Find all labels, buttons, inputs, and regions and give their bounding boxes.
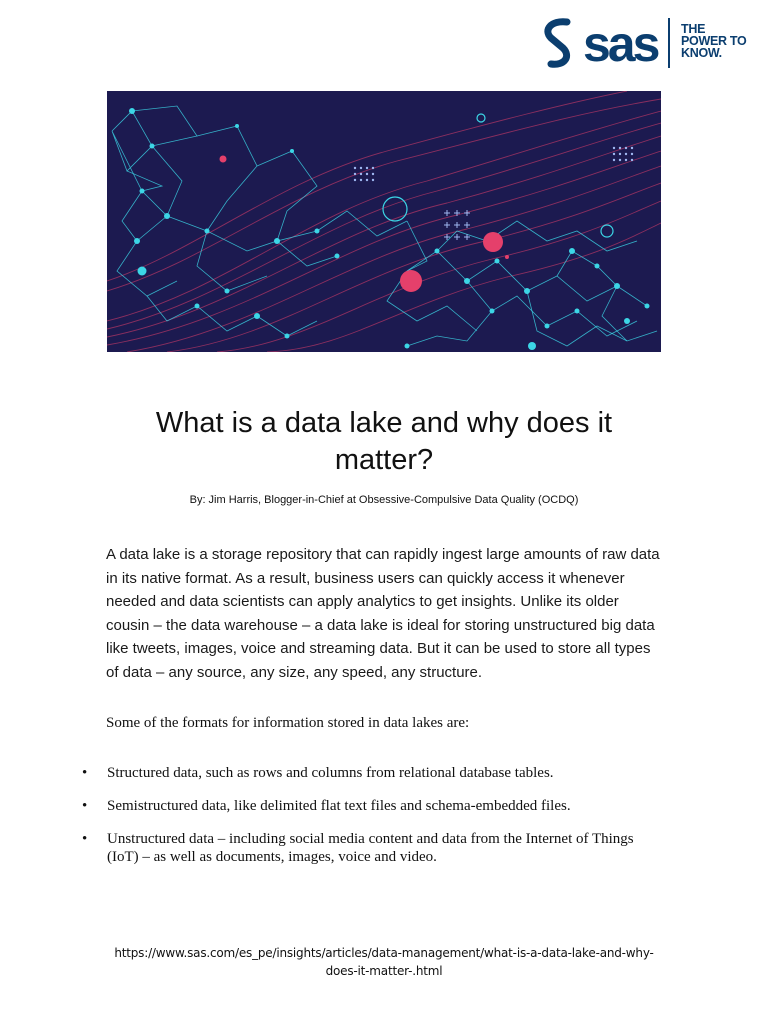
list-item [82, 830, 662, 866]
sas-swirl-icon [539, 18, 579, 68]
list-item-text: Structured data, such as rows and columns from relational database tables. [107, 765, 554, 781]
formats-intro: Some of the formats for information stored in data lakes are: [106, 715, 470, 731]
hero-image [107, 91, 661, 352]
logo-wordmark: sas [583, 16, 658, 72]
article-byline: By: Jim Harris, Blogger-in-Chief at Obsessive-Compulsive Data Quality (OCDQ) [189, 494, 579, 506]
sas-logo [533, 12, 755, 76]
source-link[interactable]: https://www.sas.com/es_pe/insights/articles/data-management/what-is-a-data-lake-and-why-does-it-matter-.html [114, 946, 654, 978]
bullet-icon: • [82, 798, 88, 814]
list-item-text: Unstructured data – including social media content and data from the Internet of Things (IoT) – as well as documents, images, voice and video. [107, 831, 634, 865]
article-title: What is a data lake and why does it matter? [155, 407, 613, 476]
list-item [82, 797, 662, 815]
logo-divider [668, 18, 670, 68]
formats-list [82, 764, 662, 881]
bullet-icon: • [82, 831, 88, 847]
bullet-icon: • [82, 765, 88, 781]
logo-tagline: THE POWER TO KNOW. [681, 22, 747, 60]
list-item [82, 764, 662, 782]
intro-paragraph: A data lake is a storage repository that can rapidly ingest large amounts of raw data in its native format. As a result, business users can quickly access it whenever needed and data scientists can apply analytics to get insights. Unlike its older cousin – the data warehouse – a data lake is ideal for storing unstructured big data like tweets, images, voice and streaming data. But it can be used to store all types of data – any source, any size, any speed, any structure. [106, 546, 660, 681]
data-network-illustration-icon [107, 91, 661, 352]
list-item-text: Semistructured data, like delimited flat text files and schema-embedded files. [107, 798, 571, 814]
